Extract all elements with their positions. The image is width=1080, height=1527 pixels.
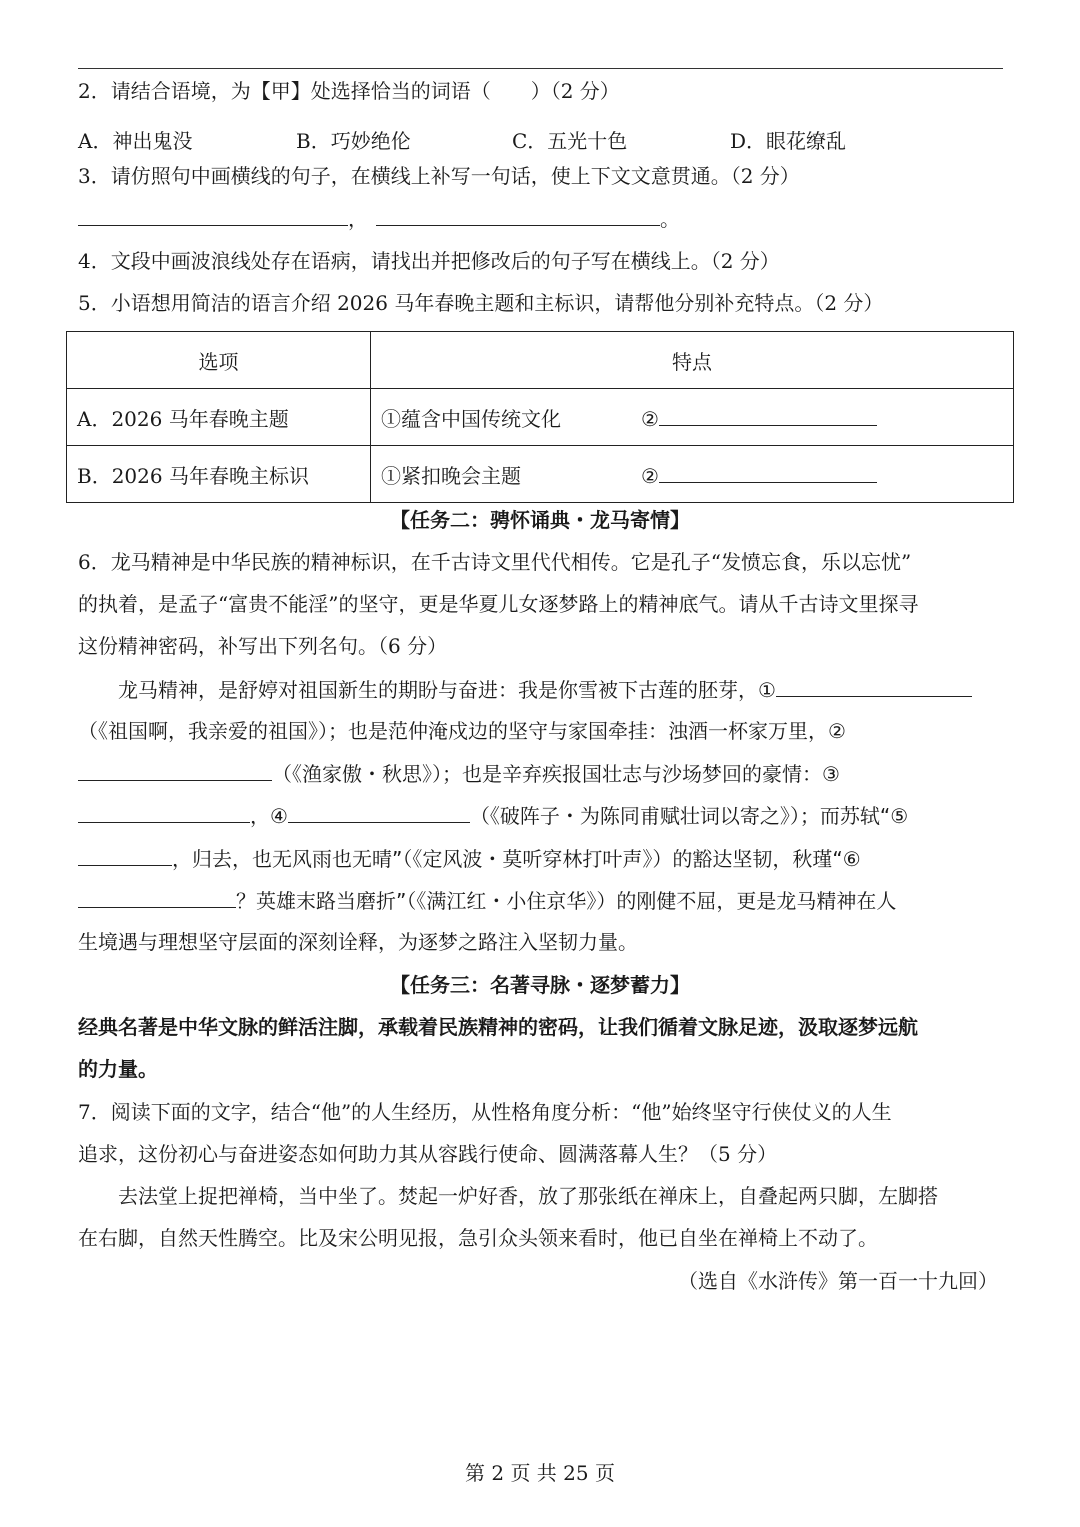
- q6-blank-4[interactable]: [288, 802, 470, 823]
- q2-option-d: D．眼花缭乱: [730, 129, 847, 153]
- question-3: 3．请仿照句中画横线的句子，在横线上补写一句话，使上下文文意贯通。（2 分）: [78, 164, 800, 188]
- q5-table: [66, 331, 1014, 503]
- q6-passage-line-2: （《祖国啊，我亲爱的祖国》）；也是范仲淹戍边的坚守与家国牵挂：浊酒一杯家万里，②: [78, 719, 846, 743]
- q6-passage-line-4: ，④ （《破阵子・为陈同甫赋壮词以寄之》）；而苏轼“⑤: [78, 802, 908, 829]
- q2-option-c: C．五光十色: [512, 129, 628, 153]
- q6-blank-3[interactable]: [78, 802, 250, 823]
- header-rule: [78, 68, 1003, 69]
- q6-blank-1[interactable]: [776, 676, 972, 697]
- table-header-row: [67, 332, 1014, 389]
- question-6-line-2: 的执着，是孟子“富贵不能淫”的坚守，更是华夏儿女逐梦路上的精神底气。请从千古诗文里探寻: [78, 592, 919, 616]
- row-b-option: B．2026 马年春晚主标识: [67, 446, 371, 503]
- table-row: [67, 446, 1014, 503]
- question-5: 5．小语想用简洁的语言介绍 2026 马年春晚主题和主标识，请帮他分别补充特点。（2 分）: [78, 291, 884, 315]
- q6-passage-line-3: （《渔家傲・秋思》）；也是辛弃疾报国壮志与沙场梦回的豪情：③: [78, 760, 840, 787]
- question-7-line-2: 追求，这份初心与奋进姿态如何助力其从容践行使命、圆满落幕人生？（5 分）: [78, 1142, 778, 1166]
- q7-passage-line-1: 去法堂上捉把禅椅，当中坐了。焚起一炉好香，放了那张纸在禅床上，自叠起两只脚，左脚搭: [118, 1184, 938, 1208]
- row-b-blank[interactable]: [659, 462, 877, 483]
- q7-source: （选自《水浒传》第一百一十九回）: [678, 1269, 998, 1293]
- q6-passage-line-5: ，归去，也无风雨也无晴”（《定风波・莫听穿林打叶声》）的豁达坚韧，秋瑾“⑥: [78, 845, 861, 872]
- question-4: 4．文段中画波浪线处存在语病，请找出并把修改后的句子写在横线上。（2 分）: [78, 249, 780, 273]
- header-feature: 特点: [371, 332, 1014, 389]
- page-number: 第 2 页 共 25 页: [465, 1461, 615, 1485]
- row-a-option: A．2026 马年春晚主题: [67, 389, 371, 446]
- q3-answer-line: ， 。: [78, 205, 680, 232]
- table-row: [67, 389, 1014, 446]
- question-6-line-1: 6．龙马精神是中华民族的精神标识，在千古诗文里代代相传。它是孔子“发愤忘食，乐以忘忧”: [78, 550, 912, 574]
- q7-passage-line-2: 在右脚，自然天性腾空。比及宋公明见报，急引众头领来看时，他已自坐在禅椅上不动了。: [78, 1226, 878, 1250]
- row-a-blank[interactable]: [659, 405, 877, 426]
- question-7-line-1: 7．阅读下面的文字，结合“他”的人生经历，从性格角度分析：“他”始终坚守行侠仗义的人生: [78, 1100, 892, 1124]
- task-3-intro-line-1: 经典名著是中华文脉的鲜活注脚，承载着民族精神的密码，让我们循着文脉足迹，汲取逐梦远航: [78, 1015, 918, 1039]
- task-3-heading: 【任务三：名著寻脉・逐梦蓄力】: [390, 973, 690, 997]
- q6-blank-6[interactable]: [78, 887, 236, 908]
- q6-blank-5[interactable]: [78, 845, 172, 866]
- q6-passage-line-7: 生境遇与理想坚守层面的深刻诠释，为逐梦之路注入坚韧力量。: [78, 930, 638, 954]
- question-2: 2．请结合语境，为【甲】处选择恰当的词语（ ）（2 分）: [78, 79, 620, 103]
- row-b-features: ①紧扣晚会主题 ②: [371, 446, 1014, 503]
- task-3-intro-line-2: 的力量。: [78, 1057, 158, 1081]
- q6-passage-line-1: 龙马精神，是舒婷对祖国新生的期盼与奋进：我是你雪被下古莲的胚芽，①: [118, 676, 972, 703]
- q6-passage-line-6: ？英雄末路当磨折”（《满江红・小住京华》）的刚健不屈，更是龙马精神在人: [78, 887, 896, 914]
- question-6-line-3: 这份精神密码，补写出下列名句。（6 分）: [78, 634, 448, 658]
- q2-option-b: B．巧妙绝伦: [296, 129, 411, 153]
- header-option: 选项: [67, 332, 371, 389]
- q2-option-a: A．神出鬼没: [78, 129, 193, 153]
- q6-blank-2[interactable]: [78, 760, 272, 781]
- task-2-heading: 【任务二：骋怀诵典・龙马寄情】: [390, 508, 690, 532]
- q3-blank-1[interactable]: [78, 205, 348, 226]
- q3-blank-2[interactable]: [376, 205, 660, 226]
- row-a-features: ①蕴含中国传统文化 ②: [371, 389, 1014, 446]
